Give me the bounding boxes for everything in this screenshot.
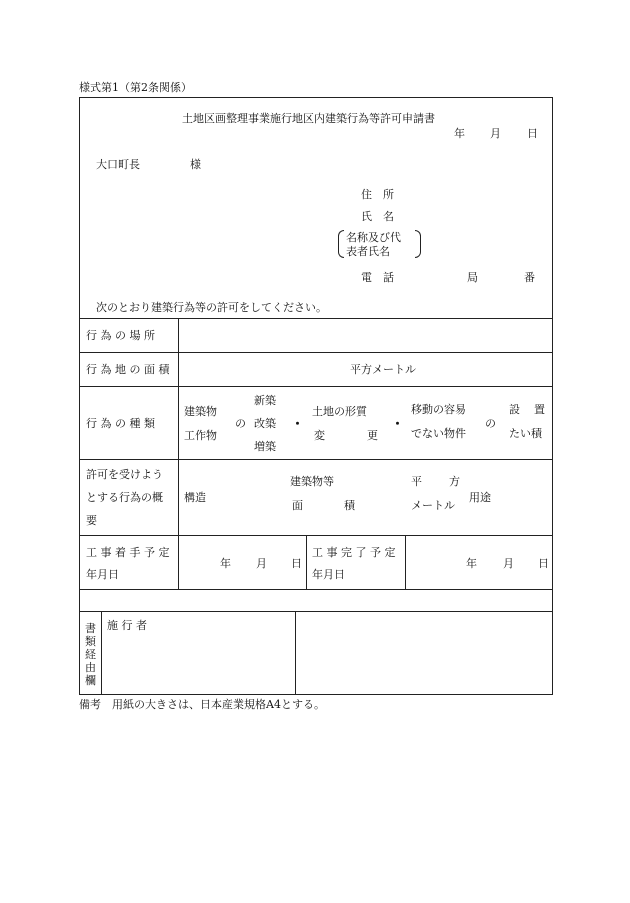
type-extension: 増築 xyxy=(254,440,276,453)
corp-name-bracket-right xyxy=(415,230,421,258)
routing-label-char: 書 xyxy=(85,622,96,635)
type-movable-2: でない物件 xyxy=(411,427,466,440)
finish-year: 年 xyxy=(466,557,477,570)
contractor-label: 施 行 者 xyxy=(107,619,147,632)
type-renovation: 改築 xyxy=(254,417,276,430)
address-label: 住 所 xyxy=(361,188,394,201)
finish-month: 月 xyxy=(503,557,514,570)
summary-structure: 構造 xyxy=(184,491,206,504)
row-divider xyxy=(80,535,552,536)
start-date-label-2: 年月日 xyxy=(86,568,119,581)
corp-name-label-1: 名称及び代 xyxy=(346,231,401,244)
column-divider xyxy=(295,611,296,695)
type-separator: ・ xyxy=(291,417,305,432)
phone-number: 番 xyxy=(524,271,535,284)
column-divider xyxy=(306,535,307,589)
phone-label: 電 話 xyxy=(361,271,394,284)
summary-unit-1a: 平 xyxy=(411,475,422,488)
location-label: 行 為 の 場 所 xyxy=(86,329,155,342)
type-structure: 工作物 xyxy=(184,429,217,442)
finish-date-label-2: 年月日 xyxy=(312,568,345,581)
row-divider xyxy=(80,386,552,387)
routing-label-char: 欄 xyxy=(85,674,96,687)
summary-label-2: とする行為の概 xyxy=(86,491,163,504)
area-label: 行 為 地 の 面 積 xyxy=(86,363,170,376)
type-install-1b: 置 xyxy=(534,403,545,416)
type-no: の xyxy=(235,417,246,430)
corp-name-bracket-left xyxy=(338,230,344,258)
routing-label-char: 経 xyxy=(85,648,96,661)
type-label: 行 為 の 種 類 xyxy=(86,417,155,430)
column-divider xyxy=(178,318,179,589)
addressee-honorific: 様 xyxy=(190,158,201,171)
summary-label-1: 許可を受けよう xyxy=(86,468,163,481)
date-month: 月 xyxy=(490,127,501,140)
summary-area-2a: 面 xyxy=(292,499,303,512)
corp-name-label-2: 表者氏名 xyxy=(346,245,390,258)
routing-label-char: 類 xyxy=(85,635,96,648)
summary-use: 用途 xyxy=(469,491,491,504)
row-divider xyxy=(80,611,552,612)
request-text: 次のとおり建築行為等の許可をしてください。 xyxy=(96,301,327,314)
row-divider xyxy=(80,459,552,460)
type-no-2: の xyxy=(485,417,496,430)
start-day: 日 xyxy=(291,557,302,570)
area-unit: 平方メートル xyxy=(350,363,416,376)
start-date-label-1: 工 事 着 手 予 定 xyxy=(86,546,170,559)
phone-exchange: 局 xyxy=(467,271,478,284)
type-land-2a: 変 xyxy=(314,429,325,442)
summary-unit-2: メートル xyxy=(411,499,455,512)
summary-area-1: 建築物等 xyxy=(290,475,334,488)
row-divider xyxy=(80,589,552,590)
column-divider xyxy=(405,535,406,589)
type-install-1a: 設 xyxy=(509,403,520,416)
type-new: 新築 xyxy=(254,394,276,407)
name-label: 氏 名 xyxy=(361,210,394,223)
row-divider xyxy=(80,318,552,319)
type-install-2: たい積 xyxy=(509,427,542,440)
form-number: 様式第1（第2条関係） xyxy=(79,81,192,94)
application-form xyxy=(79,97,553,695)
summary-unit-1b: 方 xyxy=(449,475,460,488)
routing-label-char: 由 xyxy=(85,661,96,674)
form-title: 土地区画整理事業施行地区内建築行為等許可申請書 xyxy=(182,112,435,125)
start-month: 月 xyxy=(256,557,267,570)
date-day: 日 xyxy=(527,127,538,140)
row-divider xyxy=(80,352,552,353)
type-separator: ・ xyxy=(391,417,405,432)
date-year: 年 xyxy=(454,127,465,140)
type-land-1: 土地の形質 xyxy=(312,405,367,418)
start-year: 年 xyxy=(220,557,231,570)
summary-area-2b: 積 xyxy=(344,499,355,512)
addressee-name: 大口町長 xyxy=(96,158,140,171)
summary-label-3: 要 xyxy=(86,514,97,527)
type-movable-1: 移動の容易 xyxy=(411,403,466,416)
type-building: 建築物 xyxy=(184,405,217,418)
finish-day: 日 xyxy=(538,557,549,570)
column-divider xyxy=(101,611,102,695)
finish-date-label-1: 工 事 完 了 予 定 xyxy=(312,546,396,559)
type-land-2b: 更 xyxy=(367,429,378,442)
note: 備考 用紙の大きさは、日本産業規格A4とする。 xyxy=(79,698,325,711)
